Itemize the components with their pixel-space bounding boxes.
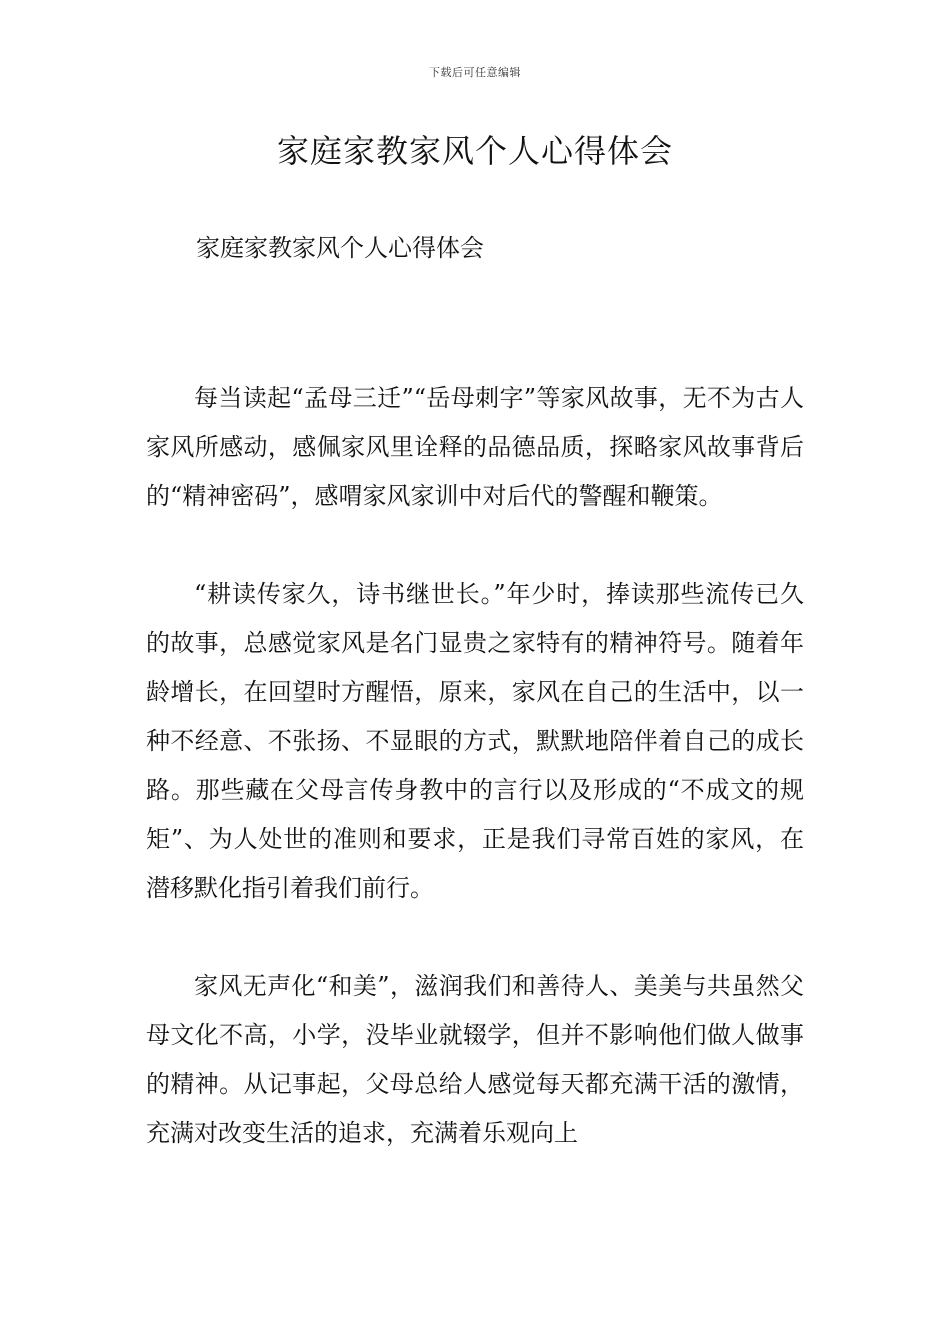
document-body (146, 374, 804, 1158)
document-subtitle: 家庭家教家风个人心得体会 (196, 234, 484, 262)
document-title: 家庭家教家风个人心得体会 (276, 132, 673, 170)
paragraph-3: 家风无声化“和美”，滋润我们和善待人、美美与共虽然父母文化不高，小学，没毕业就辍学，但并不影响他们做人做事的精神。从记事起，父母总给人感觉每天都充满干活的激情，充满对改变生活的追求，充满着乐观向上 (146, 972, 804, 1147)
header-note: 下载后可任意编辑 (429, 66, 521, 79)
paragraph-1: 每当读起“孟母三迁”“岳母刺字”等家风故事，无不为古人家风所感动，感佩家风里诠释的品德品质，探略家风故事背后的“精神密码”，感喟家风家训中对后代的警醒和鞭策。 (146, 384, 804, 510)
paragraph-2: “耕读传家久，诗书继世长。”年少时，捧读那些流传已久的故事，总感觉家风是名门显贵之家特有的精神符号。随着年龄增长，在回望时方醒悟，原来，家风在自己的生活中，以一种不经意、不张扬、不显眼的方式，默默地陪伴着自己的成长路。那些藏在父母言传身教中的言行以及形成的“不成文的规矩”、为人处世的准则和要求，正是我们寻常百姓的家风，在潜移默化指引着我们前行。 (146, 580, 804, 902)
